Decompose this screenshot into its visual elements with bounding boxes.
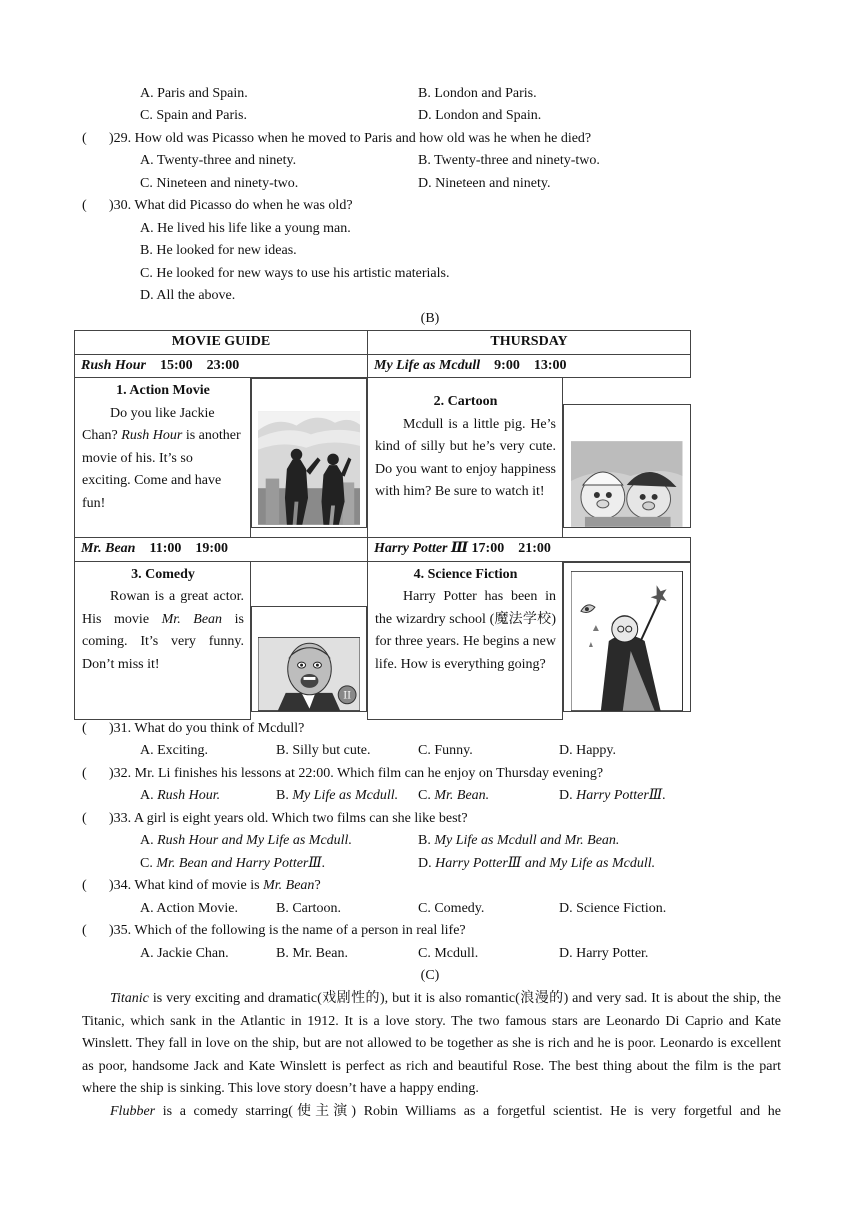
q32-option-b (276, 786, 398, 806)
movie2-image-cell (563, 404, 691, 528)
q28-option-a: A. Paris and Spain. (140, 86, 248, 101)
movie3-text-title: Mr. Bean (161, 611, 223, 627)
passage-paragraph-1 (82, 988, 781, 1101)
q33-answer-paren[interactable]: ( (82, 811, 87, 826)
movie1-text-a: Do you like Jackie Chan? (82, 405, 215, 443)
q34-option-c: C. Comedy. (418, 901, 485, 916)
movie1-text-title: Rush Hour (121, 428, 183, 443)
q32-stem: )32. Mr. Li finishes his lessons at 22:00. Which film can he enjoy on Thursday evening? (109, 766, 604, 781)
movie4-image-cell (563, 562, 691, 712)
passage-title-titanic: Titanic (110, 991, 149, 1006)
q28-option-d: D. London and Spain. (418, 108, 542, 123)
q33-option-b-text: My Life as Mcdull and Mr. Bean. (434, 833, 620, 848)
q31-stem: )31. What do you think of Mcdull? (109, 721, 305, 736)
q32-option-d (559, 786, 666, 806)
q31-option-c: C. Funny. (418, 743, 473, 758)
movie4-times: 17:00 21:00 (471, 541, 551, 556)
q32-option-c-text: Mr. Bean. (434, 788, 490, 803)
q35-option-d: D. Harry Potter. (559, 946, 649, 961)
movie1-title-row (75, 354, 368, 378)
movie3-title-row (75, 538, 368, 562)
q33-option-b-letter: B. (418, 833, 435, 848)
q35-option-b: B. Mr. Bean. (276, 946, 348, 961)
q32-option-b-letter: B. (276, 788, 293, 803)
q33-option-c (140, 854, 325, 874)
passage-text-1: is very exciting and dramatic(戏剧性的), but it is also romantic(浪漫的) and very sad. It is about the ship, the Titanic, which sank in the Atlantic in 1912. It is a love story. The two famous stars are Leonardo Di Caprio and Kate Winslett. They fall in love on the ship, but are not allowed to be together as she is rich and he is poor. Leonardo is excellent as poor, handsome Jack and Kate Winslett is perfect as rich and beautiful Rose. The best thing about the film is the part where the ship is sinking. This love story doesn’t have a happy ending. (82, 991, 781, 1097)
q33-option-a-text: Rush Hour and My Life as Mcdull. (157, 833, 352, 848)
q34-stem-a: )34. What kind of movie is (109, 878, 264, 893)
movie3-text-b: is coming. It’s very funny. Don’t miss it! (82, 611, 244, 672)
movie1-times: 15:00 23:00 (159, 357, 240, 373)
q34-stem-title: Mr. Bean (263, 878, 315, 893)
movie3-text-a: Rowan is a great actor. His movie (82, 589, 244, 627)
movie3-times: 11:00 19:00 (149, 541, 229, 556)
q31-answer-paren[interactable]: ( (82, 721, 87, 736)
guide-header-left: MOVIE GUIDE (75, 331, 368, 355)
q34-option-d: D. Science Fiction. (559, 901, 667, 916)
guide-header-right: THURSDAY (368, 331, 691, 355)
comedy-actor-image (258, 637, 360, 711)
q34-answer-paren[interactable]: ( (82, 878, 87, 893)
q34-option-a: A. Action Movie. (140, 901, 238, 916)
q32-option-c (418, 786, 489, 806)
q31-option-a: A. Exciting. (140, 743, 209, 758)
movie1-text-b: is another movie of his. It’s so exciting. Come and have fun! (82, 428, 241, 511)
movie4-description (368, 561, 563, 719)
movie4-title: Harry Potter Ⅲ (374, 541, 469, 556)
movie1-heading: 1. Action Movie (116, 383, 210, 398)
q34-stem-b: ? (314, 878, 321, 893)
q30-answer-paren[interactable]: ( (82, 198, 87, 213)
movie4-heading: 4. Science Fiction (413, 566, 518, 582)
q35-stem: )35. Which of the following is the name of a person in real life? (109, 923, 466, 938)
q28-option-c: C. Spain and Paris. (140, 108, 247, 123)
q29-option-d: D. Nineteen and ninety. (418, 176, 551, 191)
movie3-title: Mr. Bean (81, 541, 136, 556)
q30-option-a: A. He lived his life like a young man. (140, 221, 351, 236)
movie2-times: 9:00 13:00 (494, 357, 567, 373)
cartoon-pigs-image (571, 441, 683, 527)
movie4-title-row (368, 538, 691, 562)
q35-option-a: A. Jackie Chan. (140, 946, 229, 961)
movie3-heading: 3. Comedy (131, 566, 195, 582)
q32-answer-paren[interactable]: ( (82, 766, 87, 781)
movie4-text: Harry Potter has been in the wizardry school (魔法学校) for three years. He begins a new life. How is everything going? (375, 589, 556, 672)
q29-option-b: B. Twenty-three and ninety-two. (418, 153, 600, 168)
q33-option-c-letter: C. (140, 856, 157, 871)
movie2-title-row (368, 354, 691, 378)
q29-stem: )29. How old was Picasso when he moved to Paris and how old was he when he died? (109, 131, 592, 146)
q29-option-c: C. Nineteen and ninety-two. (140, 176, 299, 191)
q35-answer-paren[interactable]: ( (82, 923, 87, 938)
passage-text-2: is a comedy starring(使主演) Robin Williams as a forgetful scientist. He is very forgetful and he (155, 1104, 781, 1119)
q33-option-b (418, 831, 619, 851)
svg-text:II: II (343, 690, 352, 702)
movie2-text: Mcdull is a little pig. He’s kind of silly but he’s very cute. Do you want to enjoy happiness with him? Be sure to watch it! (375, 416, 556, 499)
movie1-image-cell (251, 378, 367, 528)
section-b-heading: (B) (420, 311, 440, 326)
q33-option-a-letter: A. (140, 833, 158, 848)
q31-option-b: B. Silly but cute. (276, 743, 371, 758)
q30-stem: )30. What did Picasso do when he was old? (109, 198, 353, 213)
q30-option-b: B. He looked for new ideas. (140, 243, 297, 258)
q33-option-a (140, 831, 352, 851)
q32-option-b-text: My Life as Mcdull. (292, 788, 399, 803)
q34-stem (109, 876, 321, 896)
passage-title-flubber: Flubber (110, 1104, 156, 1119)
q32-option-d-text: Harry PotterⅢ. (576, 788, 666, 803)
q33-stem: )33. A girl is eight years old. Which two films can she like best? (109, 811, 468, 826)
movie1-description (75, 378, 251, 538)
q34-option-b: B. Cartoon. (276, 901, 341, 916)
movie2-description (368, 378, 563, 538)
movie1-title: Rush Hour (81, 357, 146, 373)
q33-option-d (418, 854, 655, 874)
q30-option-c: C. He looked for new ways to use his artistic materials. (140, 266, 450, 281)
q29-answer-paren[interactable]: ( (82, 131, 87, 146)
movie3-image-cell (251, 606, 367, 712)
q32-option-d-letter: D. (559, 788, 577, 803)
q33-option-d-letter: D. (418, 856, 436, 871)
q35-option-c: C. Mcdull. (418, 946, 479, 961)
q33-option-c-text: Mr. Bean and Harry PotterⅢ. (156, 856, 326, 871)
q30-option-d: D. All the above. (140, 288, 236, 303)
movie3-description (75, 561, 251, 719)
q32-option-a-text: Rush Hour. (157, 788, 221, 803)
q33-option-d-text: Harry PotterⅢ and My Life as Mcdull. (435, 856, 656, 871)
passage-paragraph-2 (82, 1101, 781, 1124)
q32-option-c-letter: C. (418, 788, 435, 803)
movie2-title: My Life as Mcdull (374, 357, 481, 373)
q28-option-b: B. London and Paris. (418, 86, 537, 101)
q32-option-a (140, 786, 220, 806)
q32-option-a-letter: A. (140, 788, 158, 803)
movie-guide-table (74, 330, 691, 720)
movie2-heading: 2. Cartoon (433, 394, 498, 409)
q31-option-d: D. Happy. (559, 743, 617, 758)
q29-option-a: A. Twenty-three and ninety. (140, 153, 297, 168)
wizard-image (571, 571, 683, 711)
action-movie-image (258, 409, 360, 527)
section-c-heading: (C) (420, 968, 440, 983)
